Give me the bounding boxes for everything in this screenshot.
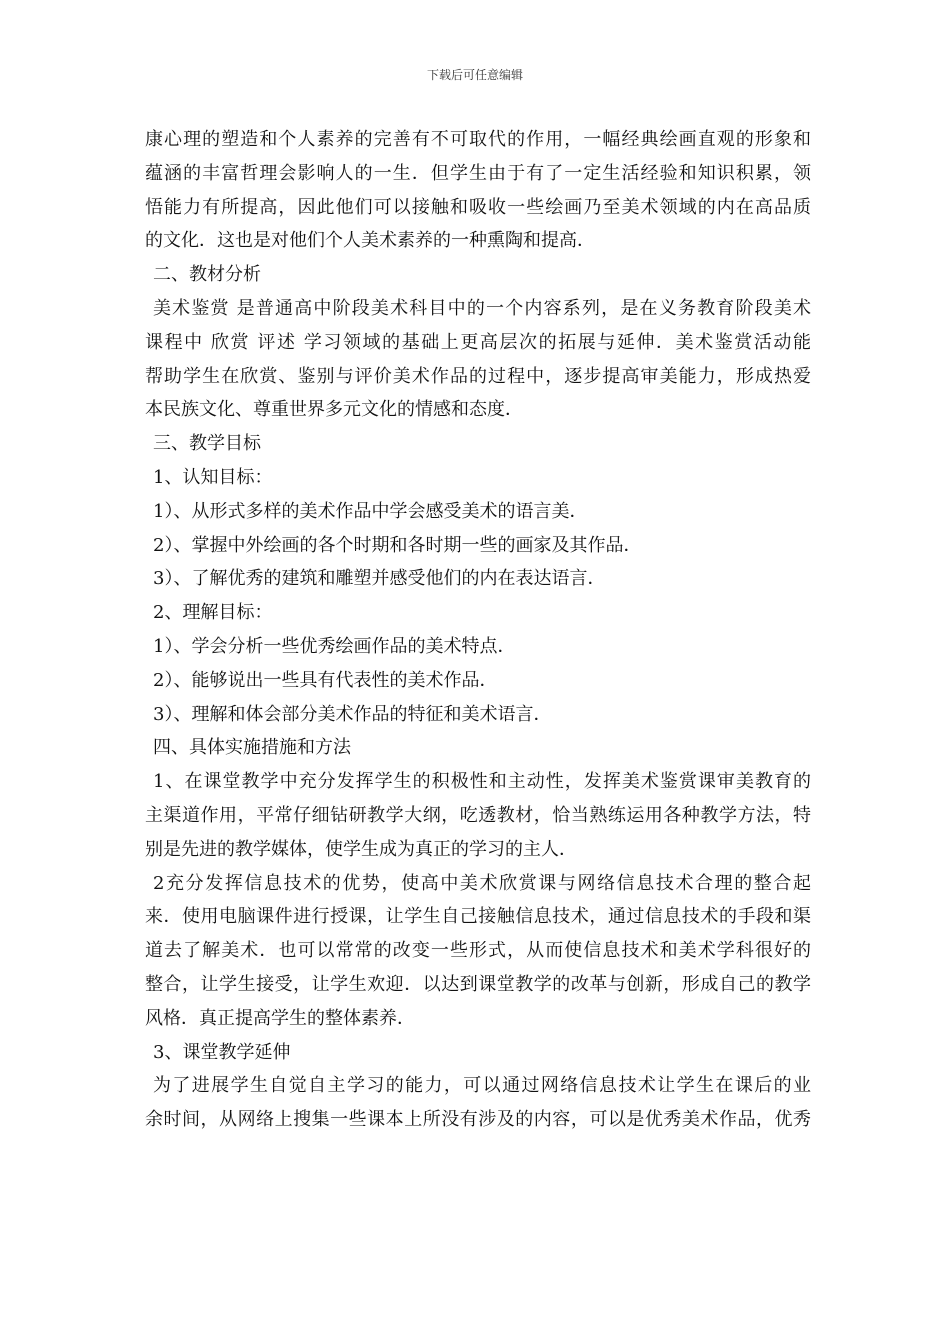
text-line: 课程中 欣赏 评述 学习领域的基础上更高层次的拓展与延伸．美术鉴赏活动能 bbox=[145, 331, 811, 353]
text-line: 道去了解美术．也可以常常的改变一些形式，从而使信息技术和美术学科很好的 bbox=[145, 940, 811, 962]
text-line: 1、认知目标： bbox=[153, 466, 273, 488]
text-line: 本民族文化、尊重世界多元文化的情感和态度． bbox=[145, 399, 523, 421]
text-line: 3、课堂教学延伸 bbox=[153, 1041, 291, 1063]
text-line: 二、教材分析 bbox=[153, 264, 261, 286]
text-line: 1）、学会分析一些优秀绘画作品的美术特点． bbox=[153, 635, 516, 657]
text-line: 来．使用电脑课件进行授课，让学生自己接触信息技术，通过信息技术的手段和渠 bbox=[145, 906, 811, 928]
text-line: 1）、从形式多样的美术作品中学会感受美术的语言美． bbox=[153, 500, 588, 522]
text-line: 美术鉴赏 是普通高中阶段美术科目中的一个内容系列，是在义务教育阶段美术 bbox=[153, 297, 811, 319]
text-line: 三、教学目标 bbox=[153, 433, 261, 455]
text-line: 为了进展学生自觉自主学习的能力，可以通过网络信息技术让学生在课后的业 bbox=[153, 1075, 811, 1097]
text-line: 3）、了解优秀的建筑和雕塑并感受他们的内在表达语言． bbox=[153, 568, 606, 590]
text-line: 1、在课堂教学中充分发挥学生的积极性和主动性，发挥美术鉴赏课审美教育的 bbox=[153, 771, 811, 793]
text-line: 别是先进的教学媒体，使学生成为真正的学习的主人． bbox=[145, 838, 577, 860]
text-line: 帮助学生在欣赏、鉴别与评价美术作品的过程中，逐步提高审美能力，形成热爱 bbox=[145, 365, 811, 387]
text-line: 余时间，从网络上搜集一些课本上所没有涉及的内容，可以是优秀美术作品，优秀 bbox=[145, 1109, 811, 1131]
text-line: 悟能力有所提高，因此他们可以接触和吸收一些绘画乃至美术领域的内在高品质 bbox=[145, 196, 811, 218]
text-line: 四、具体实施措施和方法 bbox=[153, 737, 351, 759]
text-line: 2）、能够说出一些具有代表性的美术作品． bbox=[153, 669, 498, 691]
text-line: 康心理的塑造和个人素养的完善有不可取代的作用，一幅经典绘画直观的形象和 bbox=[145, 129, 811, 150]
text-line: 2、理解目标： bbox=[153, 602, 273, 624]
page-header: 下载后可任意编辑 bbox=[426, 68, 523, 82]
text-line: 整合，让学生接受，让学生欢迎．以达到课堂教学的改革与创新，形成自己的教学 bbox=[145, 973, 811, 995]
text-line: 2）、掌握中外绘画的各个时期和各时期一些的画家及其作品． bbox=[153, 534, 642, 556]
text-line: 2充分发挥信息技术的优势，使高中美术欣赏课与网络信息技术合理的整合起 bbox=[153, 872, 811, 894]
text-line: 风格．真正提高学生的整体素养． bbox=[145, 1007, 415, 1029]
text-line: 的文化．这也是对他们个人美术素养的一种熏陶和提高． bbox=[145, 230, 595, 252]
document-body bbox=[145, 123, 811, 1137]
text-line: 主渠道作用，平常仔细钻研教学大纲，吃透教材，恰当熟练运用各种教学方法，特 bbox=[145, 804, 811, 826]
text-line: 蕴涵的丰富哲理会影响人的一生．但学生由于有了一定生活经验和知识积累，领 bbox=[145, 162, 811, 184]
text-line: 3）、理解和体会部分美术作品的特征和美术语言． bbox=[153, 703, 552, 725]
